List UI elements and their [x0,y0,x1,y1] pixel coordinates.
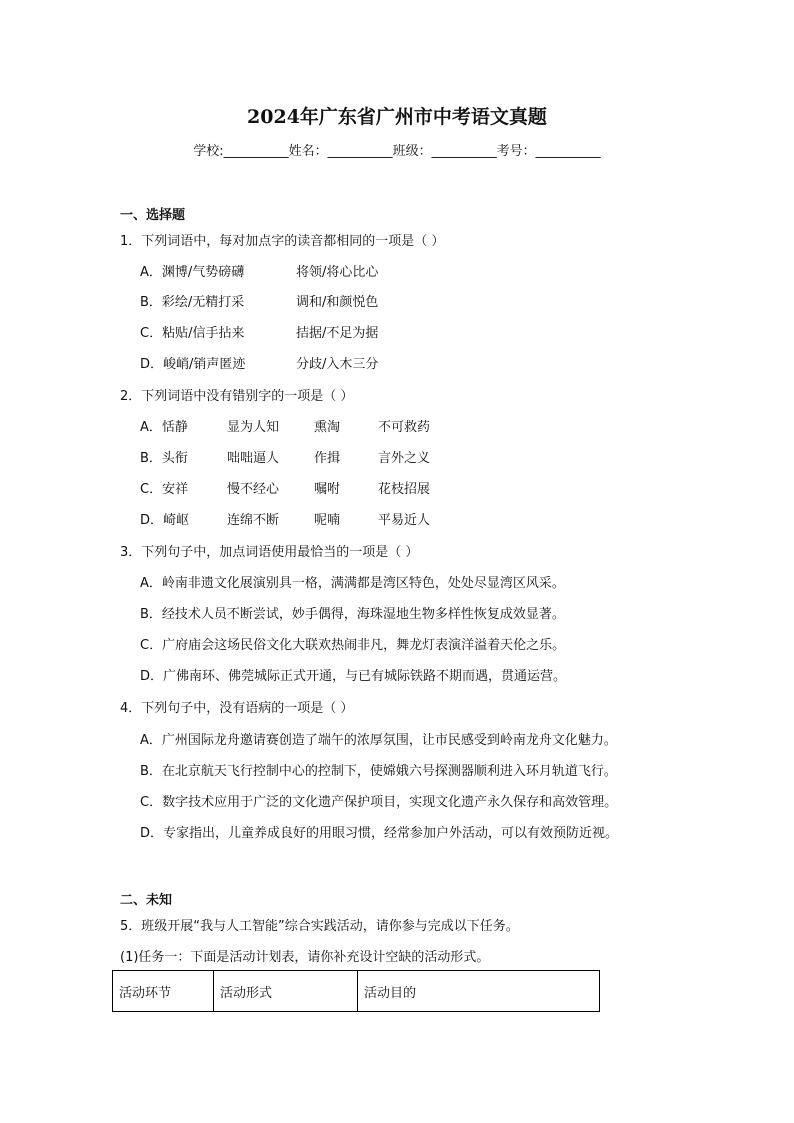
question-3-option-c: C．广府庙会这场民俗文化大联欢热闹非凡，舞龙灯表演洋溢着天伦之乐。 [140,638,566,653]
question-1-option-c: C．粘贴/信手拈来 拮据/不足为据 [140,326,379,341]
question-1-option-d: D．峻峭/销声匿迹 分歧/入木三分 [140,357,379,372]
question-4-option-b: B．在北京航天飞行控制中心的控制下，使嫦娥六号探测器顺利进入环月轨道飞行。 [140,764,617,779]
question-2-option-a: A．恬静 显为人知 熏淘 不可救药 [140,420,431,435]
question-2-option-d: D．崎岖 连绵不断 呢喃 平易近人 [140,513,431,528]
table-header-cell: 活动目的 [358,971,600,1012]
question-1-option-a: A．渊博/气势磅礴 将领/将心比心 [140,265,379,280]
question-3-stem: 3．下列句子中，加点词语使用最恰当的一项是（ ） [120,545,419,560]
section-heading-choice: 一、选择题 [120,208,186,223]
question-3-option-d: D．广佛南环、佛莞城际正式开通，与已有城际铁路不期而遇，贯通运营。 [140,669,567,684]
table-header-cell: 活动环节 [113,971,214,1012]
question-3-option-b: B．经技术人员不断尝试，妙手偶得，海珠湿地生物多样性恢复成效显著。 [140,607,565,622]
question-1-option-b: B．彩绘/无精打采 调和/和颜悦色 [140,295,379,310]
question-5-stem: 5．班级开展“我与人工智能”综合实践活动，请你参与完成以下任务。 [120,919,519,934]
question-5-subtask-1: (1)任务一：下面是活动计划表，请你补充设计空缺的活动形式。 [120,950,490,965]
question-4-stem: 4．下列句子中，没有语病的一项是（ ） [120,701,354,716]
question-4-option-a: A．广州国际龙舟邀请赛创造了端午的浓厚氛围，让市民感受到岭南龙舟文化魅力。 [140,733,617,748]
question-1-stem: 1．下列词语中，每对加点字的读音都相同的一项是（ ） [120,234,445,249]
activity-plan-table [112,970,600,1012]
student-info-line: 学校:__________姓名：__________班级：__________考号：__________ [193,144,601,159]
question-3-option-a: A．岭南非遗文化展演别具一格，满满都是湾区特色，处处尽显湾区风采。 [140,576,565,591]
table-row [113,971,600,1012]
question-2-stem: 2．下列词语中没有错别字的一项是（ ） [120,389,354,404]
question-4-option-c: C．数字技术应用于广泛的文化遗产保护项目，实现文化遗产永久保存和高效管理。 [140,795,618,810]
question-2-option-b: B．头衔 咄咄逼人 作揖 言外之义 [140,451,431,466]
question-2-option-c: C．安祥 慢不经心 嘱咐 花枝招展 [140,482,431,497]
question-4-option-d: D．专家指出，儿童养成良好的用眼习惯，经常参加户外活动，可以有效预防近视。 [140,826,619,841]
section-heading-unknown: 二、未知 [120,893,173,908]
page-title: 2024年广东省广州市中考语文真题 [247,106,547,128]
table-header-cell: 活动形式 [214,971,358,1012]
